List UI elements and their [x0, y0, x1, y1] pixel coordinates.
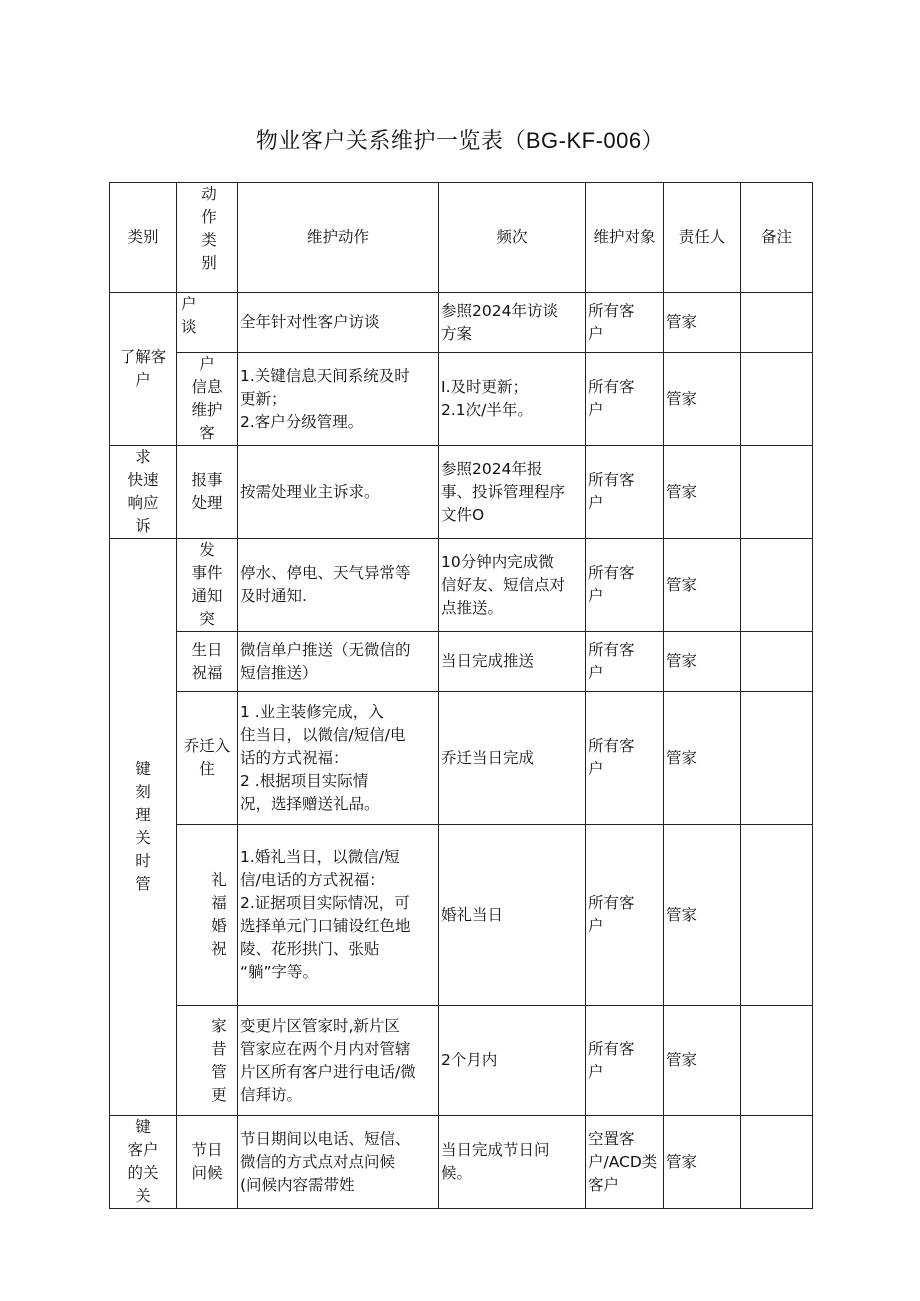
remark-cell: [741, 1006, 813, 1116]
frequency-cell: 2个月内: [439, 1006, 586, 1116]
header-target: 维护对象: [586, 183, 664, 293]
action-type-cell: 发 事件 通知 突: [177, 539, 238, 632]
title-text: 物业客户关系维护一览表: [255, 129, 504, 154]
target-cell: 所有客 户: [586, 446, 664, 539]
remark-cell: [741, 692, 813, 825]
frequency-cell: 10分钟内完成微 信好友、短信点对 点推送。: [439, 539, 586, 632]
action-type-cell: 生日 祝福: [177, 632, 238, 692]
action-cell: 节日期间以电话、短信、 微信的方式点对点问候 (问候内容需带姓: [238, 1116, 439, 1209]
maintenance-table: [109, 182, 813, 1209]
frequency-cell: 当日完成推送: [439, 632, 586, 692]
frequency-cell: 乔迁当日完成: [439, 692, 586, 825]
action-cell: 1 .业主装修完成，入 住当日，以微信/短信/电 话的方式祝福： 2 .根据项目实际情 况，选择赠送礼品。: [238, 692, 439, 825]
page-title: [0, 124, 920, 155]
frequency-cell: 当日完成节日问 候。: [439, 1116, 586, 1209]
owner-cell: 管家: [664, 632, 741, 692]
title-code: （BG-KF-006）: [503, 128, 665, 153]
header-frequency: 频次: [439, 183, 586, 293]
frequency-cell: 参照2024年访谈 方案: [439, 293, 586, 353]
action-cell: 1.关键信息天间系统及时 更新； 2.客户分级管理。: [238, 353, 439, 446]
action-type-cell: 报事 处理: [177, 446, 238, 539]
header-category: 类别: [110, 183, 177, 293]
header-remark: 备注: [741, 183, 813, 293]
owner-cell: 管家: [664, 293, 741, 353]
owner-cell: 管家: [664, 539, 741, 632]
table-row: [110, 825, 813, 1006]
header-action-type: 动 作 类 别: [177, 183, 238, 293]
owner-cell: 管家: [664, 692, 741, 825]
target-cell: 所有客 户: [586, 632, 664, 692]
table-row: [110, 692, 813, 825]
action-cell: 按需处理业主诉求。: [238, 446, 439, 539]
header-row: [110, 183, 813, 293]
frequency-cell: 参照2024年报 事、投诉管理程序 文件O: [439, 446, 586, 539]
table-row: [110, 1116, 813, 1209]
table-row: [110, 539, 813, 632]
target-cell: 所有客 户: [586, 692, 664, 825]
action-cell: 1.婚礼当日，以微信/短 信/电话的方式祝福： 2.证据项目实际情况，可 选择单元门口铺设红色地 陵、花形拱门、张贴 “躺”字等。: [238, 825, 439, 1006]
target-cell: 所有客 户: [586, 293, 664, 353]
group-label-understand: 了解客 户: [110, 293, 177, 446]
group-label-response: 求 快速 响应 诉: [110, 446, 177, 539]
table-row: [110, 1006, 813, 1116]
action-type-cell: 乔迁入 住: [177, 692, 238, 825]
target-cell: 空置客 户/ACD类 客户: [586, 1116, 664, 1209]
owner-cell: 管家: [664, 446, 741, 539]
action-type-cell: 户 谈: [177, 293, 238, 353]
owner-cell: 管家: [664, 1116, 741, 1209]
action-type-cell: 礼 福 婚 祝: [177, 825, 238, 1006]
table-row: [110, 293, 813, 353]
action-cell: 微信单户推送（无微信的 短信推送）: [238, 632, 439, 692]
remark-cell: [741, 632, 813, 692]
action-cell: 停水、停电、天气异常等 及时通知.: [238, 539, 439, 632]
target-cell: 所有客 户: [586, 539, 664, 632]
owner-cell: 管家: [664, 1006, 741, 1116]
target-cell: 所有客 户: [586, 1006, 664, 1116]
group-label-key-moments: 键 刻 理 关 时 管: [110, 539, 177, 1116]
remark-cell: [741, 1116, 813, 1209]
remark-cell: [741, 446, 813, 539]
action-type-cell: 节日 问候: [177, 1116, 238, 1209]
frequency-cell: 婚礼当日: [439, 825, 586, 1006]
owner-cell: 管家: [664, 825, 741, 1006]
remark-cell: [741, 539, 813, 632]
target-cell: 所有客 户: [586, 353, 664, 446]
frequency-cell: I.及时更新； 2.1次/半年。: [439, 353, 586, 446]
action-type-cell: 户 信息 维护 客: [177, 353, 238, 446]
header-owner: 责任人: [664, 183, 741, 293]
table-row: [110, 446, 813, 539]
remark-cell: [741, 353, 813, 446]
group-label-key-clients: 键 客户 的关 关: [110, 1116, 177, 1209]
header-action: 维护动作: [238, 183, 439, 293]
owner-cell: 管家: [664, 353, 741, 446]
action-cell: 变更片区管家时,新片区 管家应在两个月内对管辖 片区所有客户进行电话/微 信拜访。: [238, 1006, 439, 1116]
table-row: [110, 632, 813, 692]
target-cell: 所有客 户: [586, 825, 664, 1006]
action-type-cell: 家 昔 管 更: [177, 1006, 238, 1116]
remark-cell: [741, 825, 813, 1006]
action-cell: 全年针对性客户访谈: [238, 293, 439, 353]
remark-cell: [741, 293, 813, 353]
table-row: [110, 353, 813, 446]
